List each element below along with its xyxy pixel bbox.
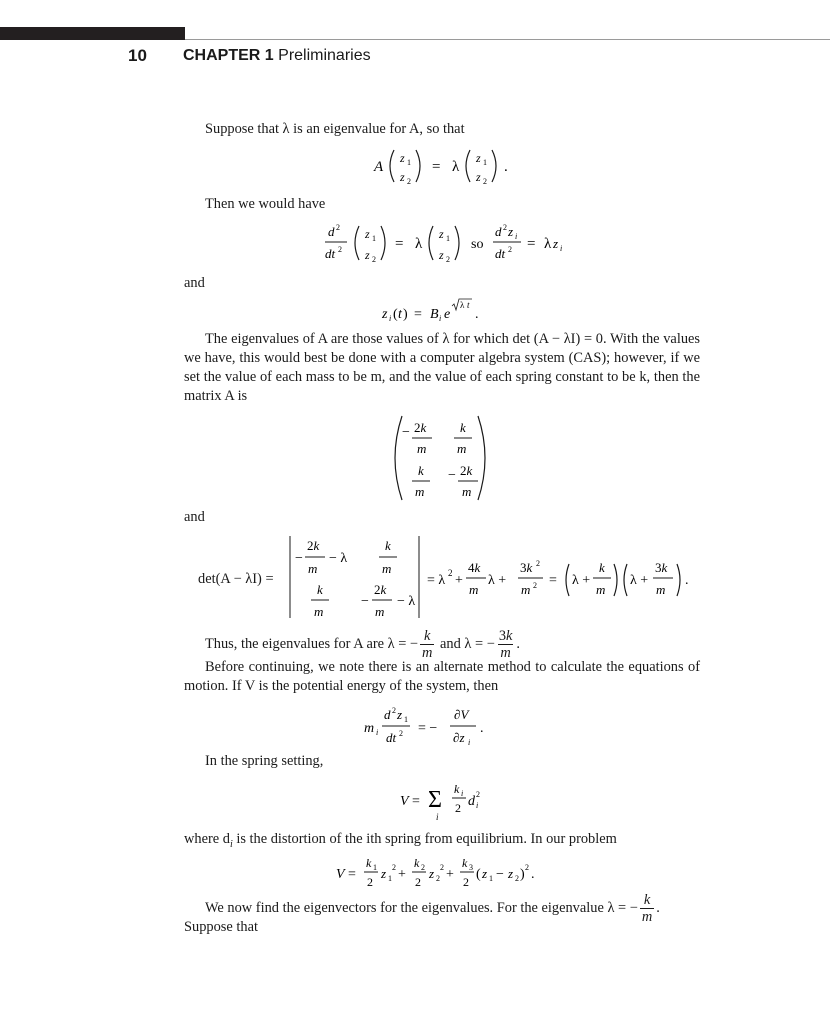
svg-text:3k: 3k xyxy=(655,560,668,575)
svg-text:2k: 2k xyxy=(307,538,320,553)
svg-text:2: 2 xyxy=(536,559,540,568)
svg-text:2: 2 xyxy=(421,863,425,872)
svg-text:1: 1 xyxy=(489,874,493,883)
svg-text:2: 2 xyxy=(448,568,453,578)
svg-text:z: z xyxy=(365,227,370,241)
svg-text:B: B xyxy=(430,307,439,322)
svg-text:= λ: = λ xyxy=(427,573,446,588)
svg-text:λ +: λ + xyxy=(488,573,507,588)
svg-text:2: 2 xyxy=(515,874,519,883)
svg-text:m: m xyxy=(314,604,324,619)
svg-text:−: − xyxy=(496,867,504,882)
svg-text:λ: λ xyxy=(544,236,552,252)
svg-text:=: = xyxy=(412,794,420,809)
svg-text:z: z xyxy=(365,248,370,262)
svg-text:=: = xyxy=(527,236,536,252)
svg-text:2: 2 xyxy=(367,875,373,889)
svg-text:−: − xyxy=(402,425,410,440)
svg-text:=: = xyxy=(549,573,557,588)
svg-text:i: i xyxy=(560,244,563,253)
svg-text:1: 1 xyxy=(483,158,487,167)
svg-text:k: k xyxy=(414,856,420,870)
svg-text:z: z xyxy=(508,224,514,239)
text-and-2: and xyxy=(184,509,205,525)
svg-text:2k: 2k xyxy=(414,420,427,435)
svg-text:2: 2 xyxy=(392,863,396,872)
svg-text:z: z xyxy=(400,170,405,184)
svg-text:z: z xyxy=(439,248,444,262)
where-prefix: where d xyxy=(184,831,230,847)
svg-text:+: + xyxy=(446,867,454,882)
svg-text:1: 1 xyxy=(373,863,377,872)
svg-text:2: 2 xyxy=(372,255,376,264)
svg-text:z: z xyxy=(482,866,488,881)
svg-text:m: m xyxy=(462,484,472,499)
svg-text:2: 2 xyxy=(392,706,396,715)
text-eigenvectors: We now find the eigenvectors for the eigenvalues. For the eigenvalue λ = − $\frac{k}{m}$ . xyxy=(205,892,660,925)
page-number: 10 xyxy=(128,46,147,65)
svg-text:2: 2 xyxy=(508,245,512,254)
svg-text:.: . xyxy=(531,867,535,882)
svg-text:2: 2 xyxy=(399,729,403,738)
svg-text:k: k xyxy=(462,856,468,870)
det-label: det(A − λI) = xyxy=(198,571,274,587)
svg-text:k: k xyxy=(366,856,372,870)
svg-text:i: i xyxy=(389,314,392,323)
svg-text:2: 2 xyxy=(525,863,529,872)
svg-text:z: z xyxy=(553,236,559,251)
chapter-title: Preliminaries xyxy=(278,47,371,64)
svg-text:.: . xyxy=(475,307,479,322)
svg-text:m: m xyxy=(364,721,375,736)
svg-text:2: 2 xyxy=(446,255,450,264)
svg-text:2: 2 xyxy=(533,581,537,590)
svg-text:m: m xyxy=(415,484,425,499)
svg-text:=: = xyxy=(432,159,441,175)
chapter-heading xyxy=(183,47,371,65)
svg-text:2: 2 xyxy=(436,874,440,883)
paragraph-eigenvalues xyxy=(184,330,700,406)
svg-text:): ) xyxy=(403,307,408,322)
svg-text:(: ( xyxy=(476,867,481,882)
svg-text:+: + xyxy=(455,573,463,588)
svg-text:1: 1 xyxy=(407,158,411,167)
svg-text:2k: 2k xyxy=(374,582,387,597)
svg-text:m: m xyxy=(308,561,318,576)
svg-text:z: z xyxy=(397,707,403,722)
svg-text:3k: 3k xyxy=(520,560,533,575)
svg-text:i: i xyxy=(468,738,471,747)
svg-text:2: 2 xyxy=(503,223,507,232)
svg-text:m: m xyxy=(375,604,385,619)
svg-text:Σ: Σ xyxy=(428,787,442,813)
svg-text:λ: λ xyxy=(460,300,465,310)
svg-text:V: V xyxy=(400,794,409,809)
svg-text:2: 2 xyxy=(463,875,469,889)
where-rest: is the distortion of the ith spring from equilibrium. In our problem xyxy=(232,831,617,847)
svg-text:m: m xyxy=(417,441,427,456)
text-spring-setting: In the spring setting, xyxy=(205,753,324,769)
thus-prefix: Thus, the eigenvalues for A are λ = − xyxy=(205,635,419,652)
svg-text:d: d xyxy=(495,224,502,239)
text-thus-eigenvalues: Thus, the eigenvalues for A are λ = − $\frac{k}{m}$ and λ = − $\frac{3k}{m}$ . xyxy=(205,628,521,661)
svg-text:3: 3 xyxy=(469,863,473,872)
svg-text:2: 2 xyxy=(440,863,444,872)
svg-text:+: + xyxy=(398,867,406,882)
svg-text:z: z xyxy=(400,151,405,165)
svg-text:z: z xyxy=(382,307,388,322)
svg-text:−: − xyxy=(361,594,369,609)
svg-text:i: i xyxy=(515,232,518,241)
thus-and: and λ = − xyxy=(440,635,495,652)
svg-text:m: m xyxy=(469,582,479,597)
svg-text:1: 1 xyxy=(404,715,408,724)
svg-text:k: k xyxy=(460,420,466,435)
svg-text:m: m xyxy=(521,582,531,597)
svg-text:=: = xyxy=(395,236,404,252)
svg-text:λ +: λ + xyxy=(572,573,591,588)
svg-text:2: 2 xyxy=(483,177,487,186)
svg-text:z: z xyxy=(439,227,444,241)
svg-text:dt: dt xyxy=(495,246,506,261)
text-and-1: and xyxy=(184,275,205,291)
svg-text:λ: λ xyxy=(415,236,423,252)
svg-text:.: . xyxy=(504,159,508,175)
svg-text:k: k xyxy=(454,782,460,796)
chapter-label: CHAPTER 1 xyxy=(183,47,274,64)
svg-text:z: z xyxy=(476,151,481,165)
svg-text:= −: = − xyxy=(418,721,438,736)
svg-text:k: k xyxy=(385,538,391,553)
svg-text:∂V: ∂V xyxy=(454,707,469,722)
svg-text:m: m xyxy=(457,441,467,456)
equation-second-derivative xyxy=(325,218,565,268)
header-rule xyxy=(185,39,830,40)
svg-text:2: 2 xyxy=(336,223,340,232)
svg-text:t: t xyxy=(398,307,402,322)
svg-text:2: 2 xyxy=(455,801,461,815)
equation-eigen xyxy=(370,144,520,188)
svg-text:m: m xyxy=(596,582,606,597)
equation-specific-potential xyxy=(334,854,564,894)
svg-text:k: k xyxy=(317,582,323,597)
header-bar xyxy=(0,27,185,40)
svg-text:dt: dt xyxy=(386,730,397,745)
svg-text:i: i xyxy=(439,314,442,323)
svg-text:k: k xyxy=(418,463,424,478)
eigvec-text: We now find the eigenvectors for the eigenvalues. For the eigenvalue λ = − xyxy=(205,899,638,916)
text-where-distortion: where $d_i$ is the distortion of the ith spring from equilibrium. In our problem xyxy=(184,831,617,850)
svg-text:1: 1 xyxy=(446,234,450,243)
svg-text:.: . xyxy=(685,573,689,588)
svg-text:V: V xyxy=(336,867,345,882)
svg-text:− λ: − λ xyxy=(397,594,416,609)
svg-text:4k: 4k xyxy=(468,560,481,575)
svg-text:2: 2 xyxy=(338,245,342,254)
paragraph-alternate-method xyxy=(184,658,700,696)
svg-text:t: t xyxy=(467,300,470,310)
svg-text:z: z xyxy=(508,866,514,881)
svg-text:dt: dt xyxy=(325,246,336,261)
svg-text:z: z xyxy=(381,866,387,881)
svg-text:i: i xyxy=(376,728,379,737)
text-then-would-have: Then we would have xyxy=(205,196,326,212)
svg-text:i: i xyxy=(436,812,439,822)
svg-text:−: − xyxy=(448,468,456,483)
svg-text:−: − xyxy=(295,551,303,566)
svg-text:e: e xyxy=(444,307,451,322)
svg-text:z: z xyxy=(476,170,481,184)
svg-text:A: A xyxy=(374,159,384,175)
matrix-a xyxy=(390,412,490,504)
equation-determinant xyxy=(285,532,705,622)
svg-text:d: d xyxy=(328,224,335,239)
equation-potential xyxy=(362,702,502,748)
svg-text:− λ: − λ xyxy=(329,551,348,566)
svg-text:so: so xyxy=(471,237,484,252)
svg-text:i: i xyxy=(476,801,479,810)
svg-text:=: = xyxy=(414,307,422,322)
svg-text:(: ( xyxy=(393,307,398,322)
svg-text:d: d xyxy=(384,707,391,722)
svg-text:2: 2 xyxy=(407,177,411,186)
svg-text:d: d xyxy=(468,794,475,809)
svg-text:λ +: λ + xyxy=(630,573,649,588)
svg-text:.: . xyxy=(480,721,484,736)
text-suppose-lambda: Suppose that λ is an eigenvalue for A, so that xyxy=(205,121,465,137)
svg-text:2k: 2k xyxy=(460,463,473,478)
text-suppose-that: Suppose that xyxy=(184,919,258,935)
paragraph-eigenvalues-text: The eigenvalues of A are those values of λ for which det (A − λI) = 0. With the values we have, this would best be done with a computer algebra system (CAS); however, if we set the value of each mass to be m, and the value of each spring constant to be k, then the matrix A is xyxy=(184,331,700,404)
equation-sum-potential xyxy=(398,776,498,824)
svg-text:z: z xyxy=(429,866,435,881)
svg-text:i: i xyxy=(461,789,464,798)
svg-text:λ: λ xyxy=(452,159,460,175)
svg-text:=: = xyxy=(348,867,356,882)
svg-text:2: 2 xyxy=(476,790,480,799)
svg-text:): ) xyxy=(520,867,525,882)
paragraph-alternate-text: Before continuing, we note there is an alternate method to calculate the equations of motion. If V is the potential energy of the system, then xyxy=(184,659,700,694)
svg-text:2: 2 xyxy=(415,875,421,889)
equation-solution xyxy=(380,296,500,324)
svg-text:k: k xyxy=(599,560,605,575)
svg-text:m: m xyxy=(382,561,392,576)
svg-text:∂z: ∂z xyxy=(453,730,465,745)
svg-text:1: 1 xyxy=(388,874,392,883)
svg-text:1: 1 xyxy=(372,234,376,243)
svg-text:m: m xyxy=(656,582,666,597)
